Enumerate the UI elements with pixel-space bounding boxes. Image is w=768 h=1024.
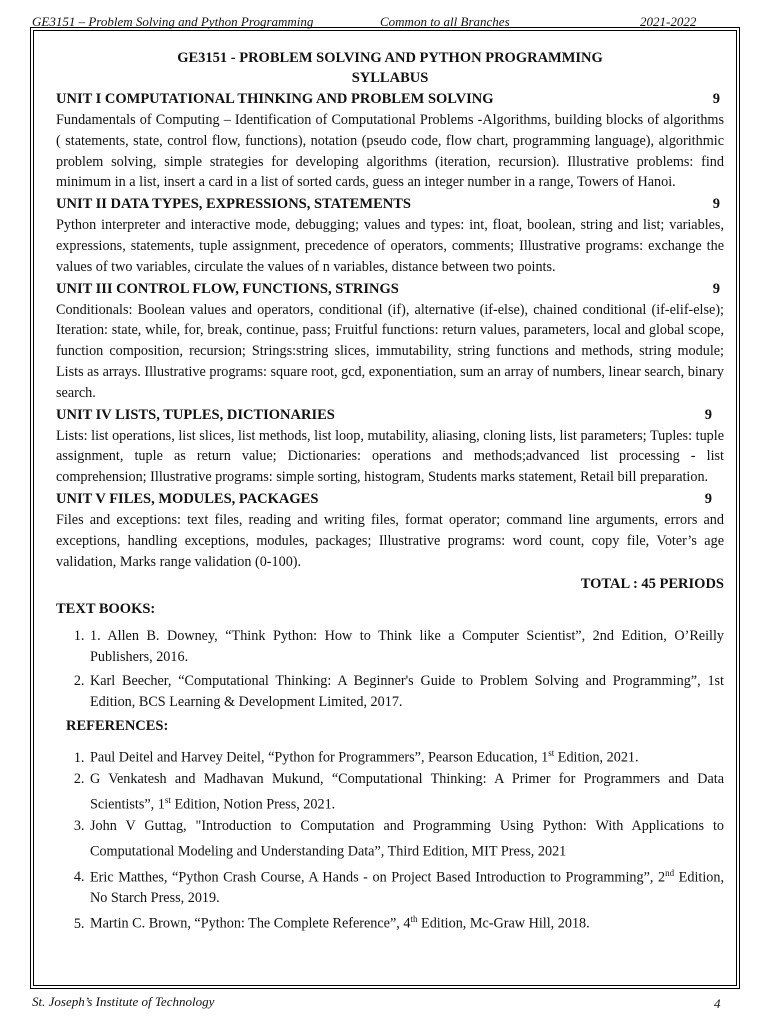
unit-title: UNIT V FILES, MODULES, PACKAGES [56, 490, 319, 507]
reference-item: 1. Paul Deitel and Harvey Deitel, “Python for Programmers”, Pearson Education, 1st Edition, 2021. [88, 743, 724, 769]
unit-body: Python interpreter and interactive mode, debugging; values and types: int, float, boolean, string and list; variables, expressions, statements, tuple assignment, precedence of operators, comments; Illustrative programs: exchange the values of two variables, circulate the values of n variables, distance between two points. [56, 217, 724, 275]
unit-heading [56, 489, 724, 510]
page-number: 4 [714, 996, 721, 1011]
header-year: 2021-2022 [640, 14, 697, 29]
unit-title: UNIT I COMPUTATIONAL THINKING AND PROBLEM SOLVING [56, 91, 494, 107]
textbooks-list [56, 626, 724, 713]
unit-hours: 9 [712, 196, 720, 213]
unit-heading [56, 405, 724, 426]
unit-hours: 9 [704, 406, 712, 423]
header-branches: Common to all Branches [380, 14, 510, 29]
footer-institute: St. Joseph’s Institute of Technology [32, 994, 215, 1009]
unit-heading [56, 279, 724, 300]
textbook-item: 2. Karl Beecher, “Computational Thinking: A Beginner's Guide to Problem Solving and Programming”, 1st Edition, BCS Learning & Development Limited, 2017. [88, 671, 724, 713]
unit-body: Files and exceptions: text files, reading and writing files, format operator; command line arguments, errors and exceptions, handling exceptions, modules, packages; Illustrative programs: word count, copy file, Voter’s age validation, Marks range validation (0-100). [56, 511, 724, 570]
unit-hours: 9 [704, 490, 712, 507]
unit-title: UNIT II DATA TYPES, EXPRESSIONS, STATEMENTS [56, 196, 411, 213]
unit-body: Conditionals: Boolean values and operators, conditional (if), alternative (if-else), chained conditional (if-elif-else); Iteration: state, while, for, break, continue, pass; Fruitful functions: return values, parameters, local and global scope, function composition, recursion; Strings:string slices, immutability, string functions and methods, string module; Lists as arrays. Illustrative programs: square root, gcd, exponentiation, sum an array of numbers, linear search, binary search. [56, 301, 724, 401]
unit-title: UNIT IV LISTS, TUPLES, DICTIONARIES [56, 406, 335, 423]
unit-heading [56, 89, 724, 110]
unit-heading [56, 194, 724, 215]
unit-hours: 9 [712, 280, 720, 297]
total-periods: TOTAL : 45 PERIODS [580, 576, 724, 593]
reference-item: 2. G Venkatesh and Madhavan Mukund, “Computational Thinking: A Primer for Programmers and Data Scientists”, 1st Edition, Notion Press, 2021. [88, 769, 724, 816]
textbooks-heading: TEXT BOOKS: [56, 601, 156, 618]
textbook-item: 1. 1. Allen B. Downey, “Think Python: How to Think like a Computer Scientist”, 2nd Edition, O’Reilly Publishers, 2016. [88, 626, 724, 668]
page-subtitle: SYLLABUS [351, 70, 429, 86]
references-heading: REFERENCES: [66, 718, 169, 735]
unit-body: Lists: list operations, list slices, list methods, list loop, mutability, aliasing, cloning lists, list parameters; Tuples: tuple assignment, tuple as return value; Dictionaries: operations and methods;advanced list processing - list comprehension; Illustrative programs: simple sorting, histogram, Students marks statement, Retail bill preparation. [56, 427, 724, 486]
unit-hours: 9 [712, 91, 720, 107]
unit-body: Fundamentals of Computing – Identification of Computational Problems -Algorithms, building blocks of algorithms ( statements, state, control flow, functions), notation (pseudo code, flow chart, programming language), algorithmic problem solving, simple strategies for developing algorithms (iteration, recursion). Illustrative problems: find minimum in a list, insert a card in a list of sorted cards, guess an integer number in a range, Towers of Hanoi. [56, 112, 724, 191]
reference-item: 5. Martin C. Brown, “Python: The Complete Reference”, 4th Edition, Mc-Graw Hill, 2018. [88, 909, 724, 935]
reference-item: 4. Eric Matthes, “Python Crash Course, A Hands - on Project Based Introduction to Programming”, 2nd Edition, No Starch Press, 2019. [88, 863, 724, 910]
syllabus-content [56, 48, 724, 935]
header-course: GE3151 – Problem Solving and Python Programming [32, 14, 314, 29]
reference-item: 3. John V Guttag, "Introduction to Computation and Programming Using Python: With Applications to Computational Modeling and Understanding Data”, Third Edition, MIT Press, 2021 [88, 816, 724, 863]
page-title: GE3151 - PROBLEM SOLVING AND PYTHON PROGRAMMING [177, 50, 603, 66]
references-list [56, 743, 724, 935]
unit-title: UNIT III CONTROL FLOW, FUNCTIONS, STRINGS [56, 280, 399, 297]
